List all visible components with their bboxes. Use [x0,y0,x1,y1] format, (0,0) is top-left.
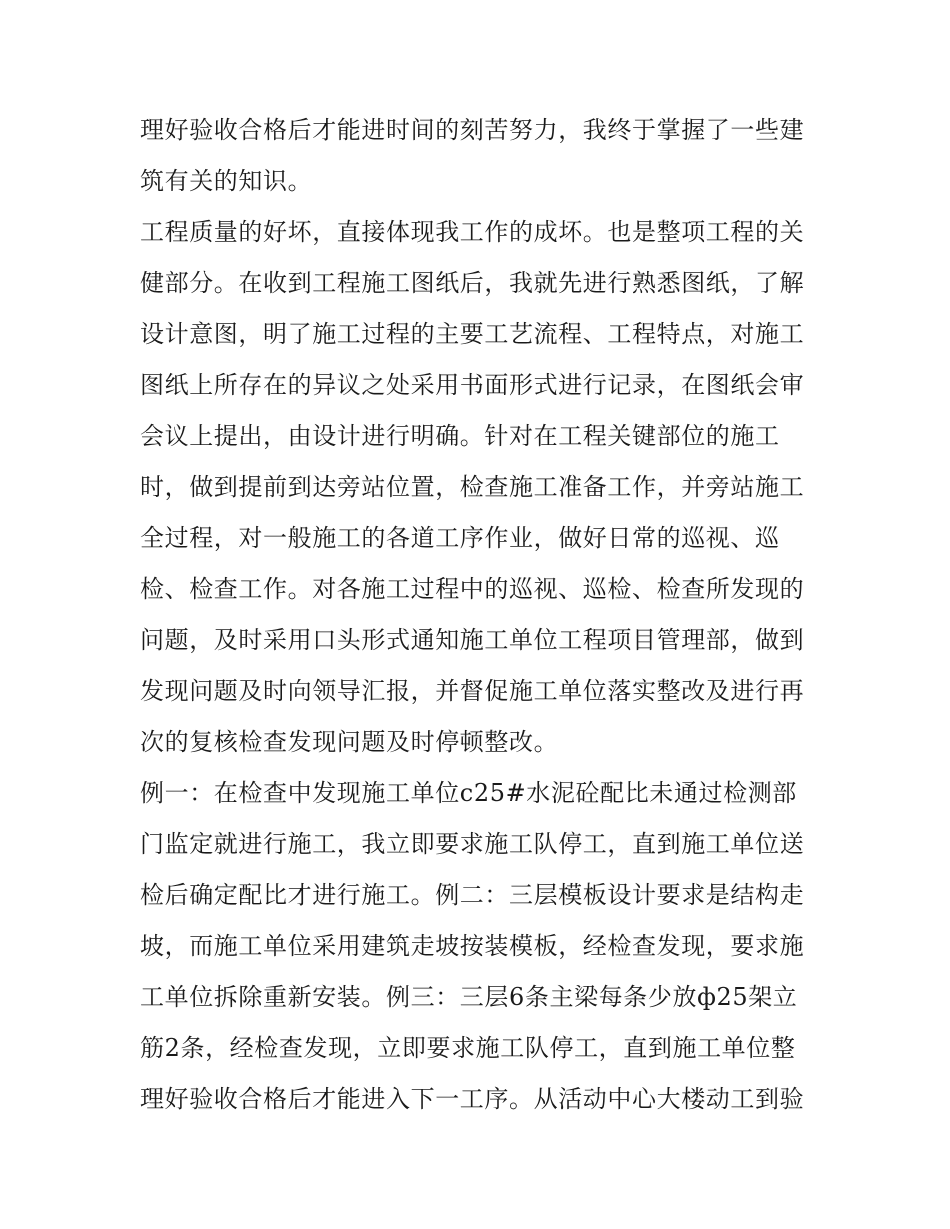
text-line: 问题，及时采用口头形式通知施工单位工程项目管理部，做到 [140,626,805,654]
body-text [140,105,820,1125]
text-line: 坡，而施工单位采用建筑走坡按装模板，经检查发现，要求施 [140,932,805,960]
text-line: 理好验收合格后才能进时间的刻苦努力，我终于掌握了一些建 [140,116,805,144]
text-line: 次的复核检查发现问题及时停顿整改。 [140,728,559,756]
text-line: 健部分。在收到工程施工图纸后，我就先进行熟悉图纸，了解 [140,269,805,297]
text-line: 筑有关的知识。 [140,167,313,195]
text-line: 例一：在检查中发现施工单位c25#水泥砼配比未通过检测部 [140,779,797,807]
text-line: 工程质量的好坏，直接体现我工作的成坏。也是整项工程的关 [140,218,805,246]
text-line: 检后确定配比才进行施工。例二：三层模板设计要求是结构走 [140,881,805,909]
text-line: 门监定就进行施工，我立即要求施工队停工，直到施工单位送 [140,830,805,858]
text-line: 会议上提出，由设计进行明确。针对在工程关键部位的施工 [140,422,780,450]
text-line: 发现问题及时向领导汇报，并督促施工单位落实整改及进行再 [140,677,805,705]
text-line: 设计意图，明了施工过程的主要工艺流程、工程特点，对施工 [140,320,805,348]
text-line: 理好验收合格后才能进入下一工序。从活动中心大楼动工到验 [140,1085,805,1113]
text-line: 时，做到提前到达旁站位置，检查施工准备工作，并旁站施工 [140,473,805,501]
text-line: 图纸上所存在的异议之处采用书面形式进行记录，在图纸会审 [140,371,805,399]
text-line: 全过程，对一般施工的各道工序作业，做好日常的巡视、巡 [140,524,780,552]
text-line: 检、检查工作。对各施工过程中的巡视、巡检、检查所发现的 [140,575,805,603]
text-line: 工单位拆除重新安装。例三：三层6条主梁每条少放ф25架立 [140,983,798,1011]
text-line: 筋2条，经检查发现，立即要求施工队停工，直到施工单位整 [140,1034,796,1062]
